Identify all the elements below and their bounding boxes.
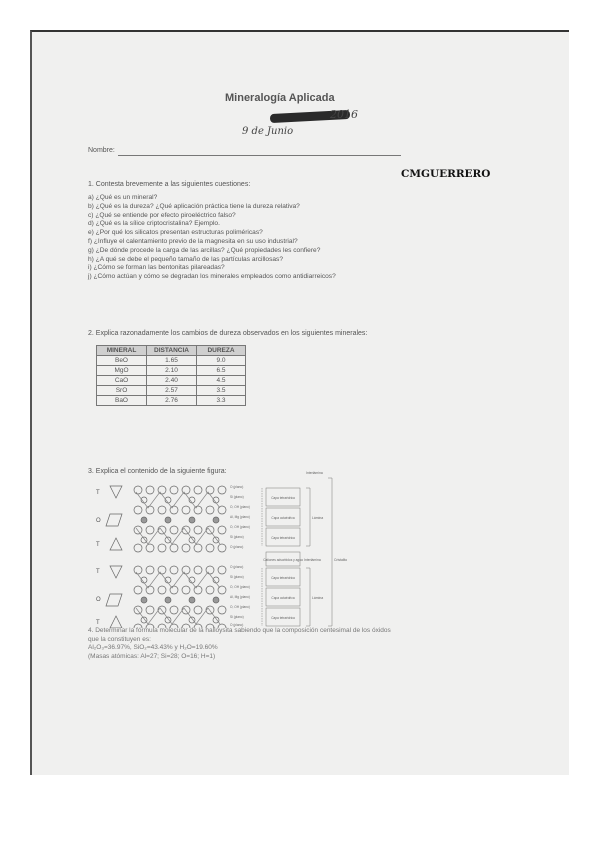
cell-distancia: 2.40	[147, 376, 197, 386]
col-header-mineral: MINERAL	[97, 346, 147, 356]
nombre-label: Nombre:	[88, 147, 115, 154]
question-4-line: (Masas atómicas: Al=27; Si=28; O=16; H=1)	[88, 652, 216, 660]
layer-letter: T	[96, 620, 100, 626]
author-stamp: CMGUERRERO	[401, 168, 491, 180]
question-1-item: i) ¿Cómo se forman las bentonitas pilareadas?	[88, 264, 225, 272]
question-1-item: b) ¿Qué es la dureza? ¿Qué aplicación práctica tiene la dureza relativa?	[88, 202, 300, 210]
layer-letters	[96, 490, 101, 626]
clay-structure-figure	[88, 452, 368, 628]
question-1-item: a) ¿Qué es un mineral?	[88, 194, 158, 201]
document-title: Mineralogía Aplicada	[225, 92, 335, 104]
question-4-line: 4. Determinar la fórmula molecular de la halloysita sabiendo que la composición centesimal de los óxidos	[88, 627, 391, 634]
question-1-item: f) ¿Influye el calentamiento previo de la magnesita en su uso industrial?	[88, 237, 298, 245]
plane-label: O, OH (plano)	[230, 605, 250, 609]
table-header-row	[97, 346, 246, 356]
cell-mineral: CaO	[97, 376, 147, 386]
cell-dureza: 3.5	[197, 386, 246, 396]
plane-label: O (plano)	[230, 565, 244, 569]
question-3-heading: 3. Explica el contenido de la siguiente figura:	[88, 468, 227, 475]
lamina-2-atoms	[134, 566, 226, 628]
cell-distancia: 2.10	[147, 366, 197, 376]
lamina-label: Lámina	[312, 516, 324, 520]
layer-letter: O	[96, 518, 101, 524]
cell-distancia: 1.65	[147, 356, 197, 366]
col-header-dureza: DUREZA	[197, 346, 246, 356]
cristalito-label: Cristalito	[334, 558, 348, 562]
lamina-1-atoms	[134, 486, 226, 552]
question-1-item: c) ¿Qué se entiende por efecto piroeléctrico falso?	[88, 211, 236, 219]
cell-dureza: 4.5	[197, 376, 246, 386]
cell-mineral: SrO	[97, 386, 147, 396]
cell-mineral: BeO	[97, 356, 147, 366]
table-row	[97, 366, 246, 376]
handwritten-year: 2016	[330, 108, 358, 121]
tetrahedron-up-icon	[110, 538, 122, 550]
plane-label: O (plano)	[230, 485, 244, 489]
layer-letter: T	[96, 490, 100, 496]
plane-label: Al, Mg (plano)	[230, 515, 250, 519]
capa-label: Capa tetraédrica	[271, 496, 295, 500]
cell-dureza: 9.0	[197, 356, 246, 366]
cell-distancia: 2.76	[147, 396, 197, 406]
plane-label: O (plano)	[230, 623, 244, 627]
question-1-item: d) ¿Qué es la sílice criptocristalina? Ejemplo.	[88, 220, 220, 228]
question-2-heading: 2. Explica razonadamente los cambios de dureza observados en los siguientes minerales:	[88, 330, 368, 337]
plane-label: Si (plano)	[230, 535, 244, 539]
lamina-label: Lámina	[312, 596, 324, 600]
tetrahedron-down-icon	[110, 566, 122, 578]
tetrahedron-down-icon	[110, 486, 122, 498]
cell-mineral: BaO	[97, 396, 147, 406]
table-row	[97, 386, 246, 396]
cell-distancia: 2.57	[147, 386, 197, 396]
layer-letter: O	[96, 597, 101, 603]
handwritten-date: 9 de Junio	[242, 126, 294, 137]
capa-label: Capa tetraédrica	[271, 576, 295, 580]
plane-label: Si (plano)	[230, 615, 244, 619]
col-header-distancia: DISTANCIA	[147, 346, 197, 356]
question-1-item: e) ¿Por qué los silicatos presentan estructuras poliméricas?	[88, 229, 263, 237]
plane-label: O (plano)	[230, 545, 244, 549]
interlamina-label: Interlámina	[306, 471, 323, 475]
cell-dureza: 3.3	[197, 396, 246, 406]
plane-label: Al, Mg (plano)	[230, 595, 250, 599]
question-1-item: h) ¿A qué se debe el pequeño tamaño de las partículas arcillosas?	[88, 255, 284, 263]
plane-labels	[230, 485, 250, 627]
plane-label: O, OH (plano)	[230, 525, 250, 529]
octahedron-icon	[106, 514, 122, 526]
question-1-heading: 1. Contesta brevemente a las siguientes cuestiones:	[88, 181, 251, 188]
question-1-item: j) ¿Cómo actúan y cómo se degradan los minerales empleados como antidiarreicos?	[88, 273, 336, 281]
layer-letter: T	[96, 569, 100, 575]
octahedron-icon	[106, 594, 122, 606]
table-row	[97, 376, 246, 386]
layer-letter: T	[96, 542, 100, 548]
cell-dureza: 6.5	[197, 366, 246, 376]
question-4	[88, 627, 391, 661]
capa-label: Capa octaédrica	[271, 596, 295, 600]
nombre-line	[118, 155, 401, 156]
plane-label: O, OH (plano)	[230, 505, 250, 509]
interlamina-label: Interlámina	[304, 558, 321, 562]
interlayer-label: Cationes adsorbidos y agua	[263, 558, 303, 562]
capa-label: Capa tetraédrica	[271, 536, 295, 540]
table-row	[97, 356, 246, 366]
table-row	[97, 396, 246, 406]
cell-mineral: MgO	[97, 366, 147, 376]
question-1-list	[88, 194, 336, 282]
question-4-line: que la constituyen es:	[88, 635, 151, 643]
capa-label: Capa octaédrica	[271, 516, 295, 520]
question-1-item: g) ¿De dónde procede la carga de las arcillas? ¿Qué propiedades les confiere?	[88, 246, 321, 254]
question-4-line: Al₂O₃=36.97%, SiO₂=43.43% y H₂O=19.60%	[88, 644, 218, 652]
plane-label: Si (plano)	[230, 495, 244, 499]
capa-label: Capa tetraédrica	[271, 616, 295, 620]
plane-label: O, OH (plano)	[230, 585, 250, 589]
plane-label: Si (plano)	[230, 575, 244, 579]
hardness-table	[96, 345, 246, 406]
